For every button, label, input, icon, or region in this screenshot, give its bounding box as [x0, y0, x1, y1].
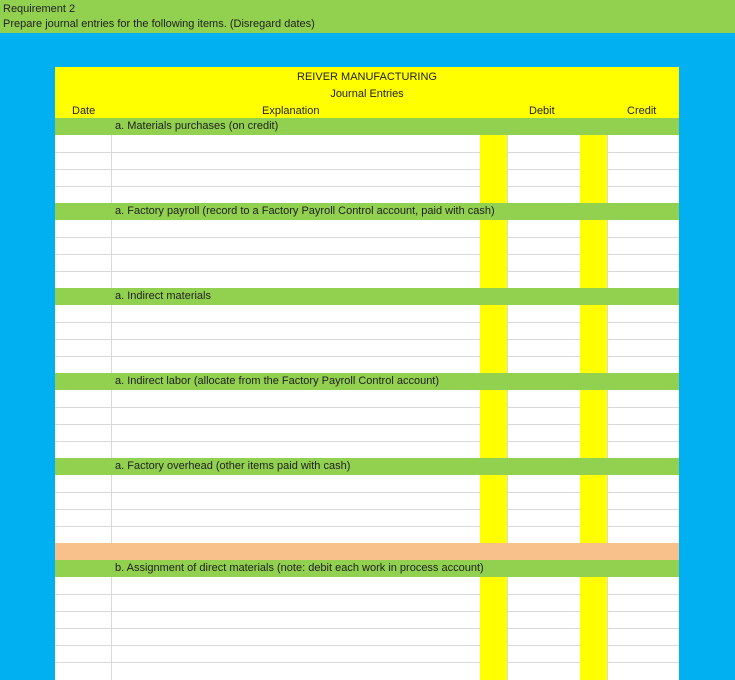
section-row [55, 560, 679, 577]
section-row [55, 373, 679, 390]
column-header-explanation: Explanation [262, 105, 320, 117]
section-label: a. Factory overhead (other items paid with cash) [115, 460, 351, 472]
section-label: a. Indirect labor (allocate from the Factory Payroll Control account) [115, 375, 440, 387]
section-label: a. Factory payroll (record to a Factory Payroll Control account, paid with cash) [115, 205, 495, 217]
credit-marker [580, 305, 607, 373]
requirement-header [0, 0, 735, 33]
debit-marker [480, 475, 507, 543]
requirement-instruction: Prepare journal entries for the following items. (Disregard dates) [3, 18, 315, 30]
debit-marker [480, 390, 507, 458]
debit-marker [480, 305, 507, 373]
company-name: REIVER MANUFACTURING [297, 71, 437, 83]
requirement-title: Requirement 2 [3, 3, 76, 15]
column-header-date: Date [72, 105, 96, 117]
section-row [55, 118, 679, 135]
debit-marker [480, 220, 507, 288]
section-row [55, 458, 679, 475]
column-header-credit: Credit [627, 105, 657, 117]
credit-marker [580, 390, 607, 458]
journal-subtitle: Journal Entries [330, 88, 404, 100]
credit-marker [580, 577, 607, 680]
section-row [55, 203, 679, 220]
debit-marker [480, 577, 507, 680]
journal-sheet [55, 67, 679, 680]
column-header-debit: Debit [529, 105, 555, 117]
credit-marker [580, 135, 607, 203]
credit-marker [580, 220, 607, 288]
debit-marker [480, 135, 507, 203]
section-label: a. Indirect materials [115, 290, 211, 302]
section-label: b. Assignment of direct materials (note: debit each work in process account) [115, 562, 484, 574]
section-row [55, 288, 679, 305]
separator-row [55, 543, 679, 560]
journal-title-band [55, 67, 679, 118]
credit-marker [580, 475, 607, 543]
section-label: a. Materials purchases (on credit) [115, 120, 279, 132]
